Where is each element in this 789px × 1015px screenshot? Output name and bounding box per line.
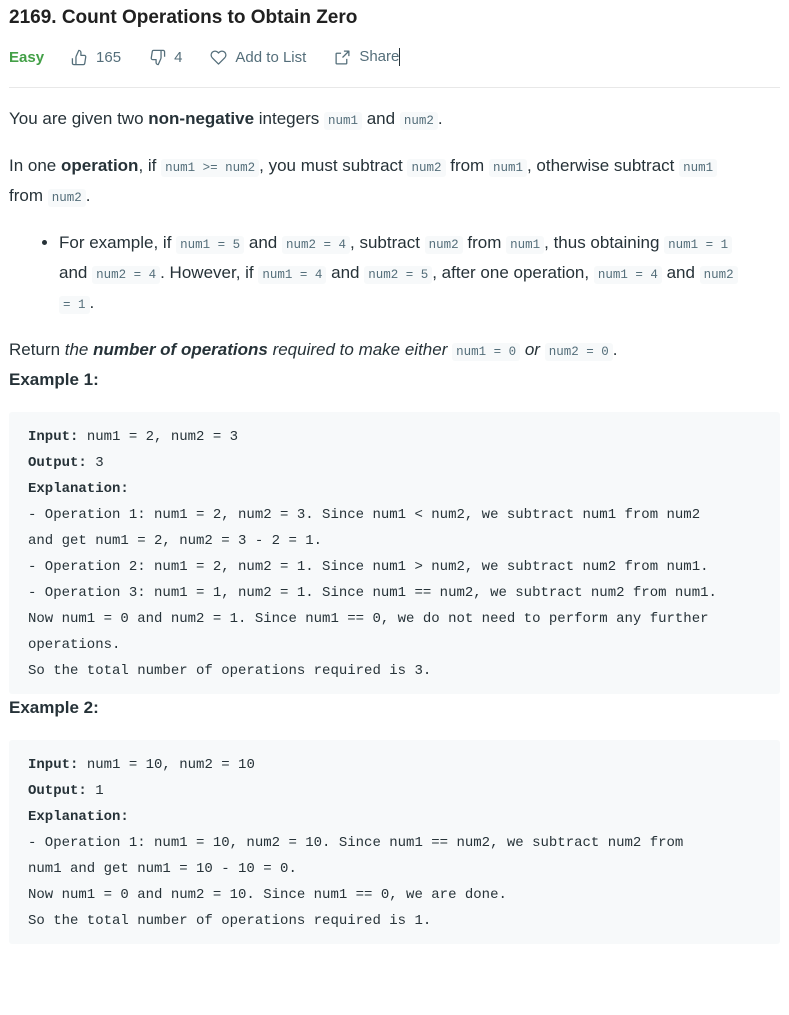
share-button[interactable]	[334, 48, 400, 66]
share-icon	[334, 49, 351, 66]
example-2-block	[9, 740, 780, 944]
text: and	[362, 109, 400, 128]
text: , subtract	[350, 233, 425, 252]
text: from	[9, 186, 48, 205]
add-to-list-label: Add to List	[235, 48, 307, 66]
italic-text: required to make either	[267, 340, 453, 359]
input-value: num1 = 2, num2 = 3	[78, 429, 239, 445]
dislike-count: 4	[174, 48, 183, 66]
example-output-line	[28, 450, 761, 476]
heart-icon	[210, 49, 227, 66]
inline-code: num1 = 4	[258, 266, 326, 284]
example-input-line	[28, 752, 761, 778]
explanation-line: Now num1 = 0 and num2 = 10. Since num1 == 0, we are done.	[28, 887, 507, 903]
example-explanation-label-line	[28, 804, 761, 830]
inline-code: num2 = 0	[545, 343, 613, 361]
text: .	[437, 109, 443, 128]
text: , thus obtaining	[544, 233, 665, 252]
inline-code: num2 = 4	[92, 266, 160, 284]
description-paragraph-2	[9, 152, 780, 212]
description-paragraph-3	[9, 336, 780, 366]
text: , after one operation,	[432, 263, 594, 282]
difficulty-label: Easy	[9, 48, 45, 66]
text-cursor	[399, 48, 400, 66]
inline-code: num1 = 5	[176, 236, 244, 254]
explanation-line: - Operation 3: num1 = 1, num2 = 1. Since num1 == num2, we subtract num2 from num1.	[28, 585, 717, 601]
explanation-line: - Operation 2: num1 = 2, num2 = 1. Since num1 > num2, we subtract num2 from num1.	[28, 559, 709, 575]
inline-code: num1	[324, 112, 362, 130]
inline-code: num1 >= num2	[161, 159, 259, 177]
example-output-line	[28, 778, 761, 804]
like-count: 165	[96, 48, 122, 66]
input-label: Input:	[28, 429, 79, 445]
text: For example, if	[59, 233, 177, 252]
text: .	[612, 340, 618, 359]
inline-code: num2	[407, 159, 445, 177]
text: and	[661, 263, 700, 282]
output-value: 3	[86, 455, 104, 471]
italic-text: the	[64, 340, 94, 359]
inline-code: num1	[679, 159, 717, 177]
problem-description	[9, 105, 780, 944]
bold-text: operation	[61, 156, 139, 175]
text: , you must subtract	[259, 156, 408, 175]
explanation-line: num1 and get num1 = 10 - 10 = 0.	[28, 861, 297, 877]
italic-text: or	[520, 340, 545, 359]
input-label: Input:	[28, 757, 79, 773]
list-item	[59, 229, 780, 319]
text: In one	[9, 156, 61, 175]
problem-title: 2169. Count Operations to Obtain Zero	[9, 7, 358, 28]
like-button[interactable]	[71, 49, 121, 66]
example-input-line	[28, 424, 761, 450]
thumbs-down-icon	[149, 49, 166, 66]
example-bullet-list	[9, 229, 780, 319]
example-2-title: Example 2:	[9, 698, 99, 717]
problem-meta-bar	[9, 42, 780, 72]
explanation-line: So the total number of operations required is 1.	[28, 913, 432, 929]
text: and	[326, 263, 365, 282]
text: from	[445, 156, 489, 175]
text: integers	[254, 109, 324, 128]
inline-code: num1	[489, 159, 527, 177]
example-1-title: Example 1:	[9, 370, 99, 389]
explanation-line: So the total number of operations required is 3.	[28, 663, 432, 679]
example-1-block	[9, 412, 780, 694]
explanation-line: Now num1 = 0 and num2 = 1. Since num1 == 0, we do not need to perform any further	[28, 611, 709, 627]
text: . However, if	[160, 263, 259, 282]
inline-code: num2	[700, 266, 738, 284]
text: from	[462, 233, 507, 252]
bold-italic-text: number of operations	[93, 340, 268, 359]
inline-code: num2	[400, 112, 438, 130]
input-value: num1 = 10, num2 = 10	[78, 757, 255, 773]
inline-code: num1	[506, 236, 544, 254]
explanation-line: - Operation 1: num1 = 2, num2 = 3. Since num1 < num2, we subtract num1 from num2	[28, 507, 701, 523]
inline-code: num1 = 0	[452, 343, 520, 361]
dislike-button[interactable]	[149, 49, 182, 66]
text: and	[59, 263, 93, 282]
text: , otherwise subtract	[526, 156, 680, 175]
inline-code: num2	[48, 189, 86, 207]
text: .	[89, 293, 95, 312]
inline-code: num2 = 5	[364, 266, 432, 284]
text: .	[85, 186, 91, 205]
inline-code: num2 = 4	[282, 236, 350, 254]
text: , if	[138, 156, 162, 175]
divider	[9, 87, 780, 88]
output-label: Output:	[28, 455, 87, 471]
text: You are given two	[9, 109, 149, 128]
inline-code: num1 = 1	[664, 236, 732, 254]
inline-code: num1 = 4	[594, 266, 662, 284]
explanation-line: and get num1 = 2, num2 = 3 - 2 = 1.	[28, 533, 323, 549]
explanation-line: operations.	[28, 637, 121, 653]
description-paragraph-1	[9, 105, 780, 135]
explanation-label: Explanation:	[28, 481, 129, 497]
text: Return	[9, 340, 65, 359]
add-to-list-button[interactable]	[210, 49, 306, 66]
explanation-line: - Operation 1: num1 = 10, num2 = 10. Since num1 == num2, we subtract num2 from	[28, 835, 684, 851]
bold-text: non-negative	[148, 109, 255, 128]
inline-code: = 1	[59, 296, 90, 314]
explanation-label: Explanation:	[28, 809, 129, 825]
share-label	[359, 48, 400, 66]
output-value: 1	[86, 783, 104, 799]
thumbs-up-icon	[71, 49, 88, 66]
output-label: Output:	[28, 783, 87, 799]
text: and	[244, 233, 282, 252]
example-explanation-label-line	[28, 476, 761, 502]
inline-code: num2	[425, 236, 463, 254]
share-text: Share	[359, 47, 400, 65]
